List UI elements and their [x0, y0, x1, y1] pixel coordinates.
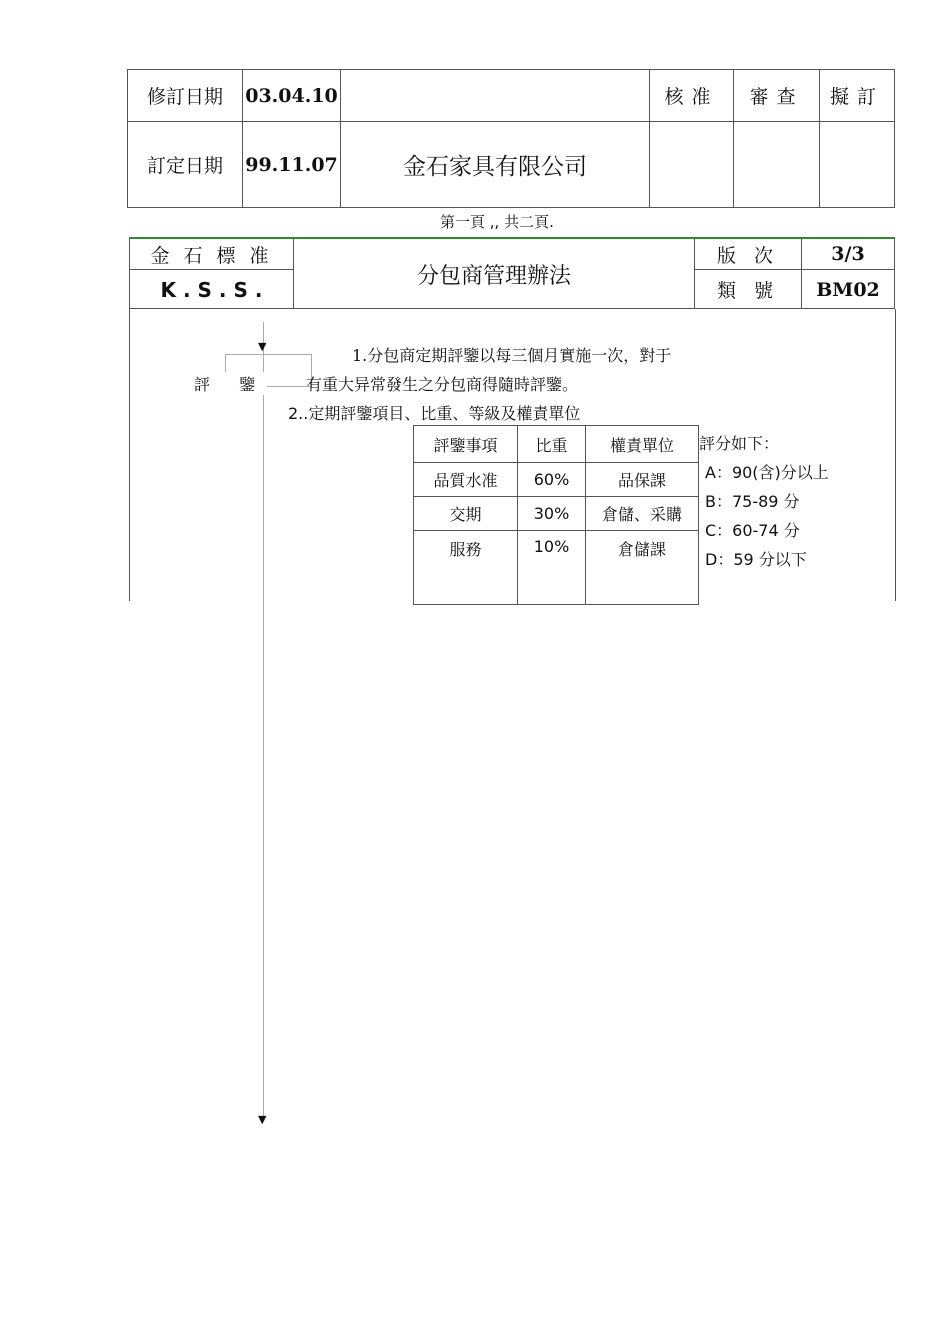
- blank-cell: [341, 70, 650, 122]
- item-1-line-1: 1.分包商定期評鑒以每三個月實施一次，對于: [352, 346, 672, 365]
- revision-date-label: 修訂日期: [128, 70, 243, 122]
- grade-c: C：60-74 分: [705, 521, 800, 540]
- company-name: 金石家具有限公司: [341, 122, 650, 208]
- table-cell: 倉儲、采購: [586, 497, 699, 531]
- evaluation-step-label: 評 鑒: [194, 372, 267, 395]
- table-cell: 10%: [518, 531, 586, 605]
- grade-b: B：75-89 分: [705, 492, 800, 511]
- approve-signature-cell: [650, 122, 734, 208]
- version-label: 版 次: [716, 244, 780, 267]
- draft-label: 擬訂: [820, 70, 895, 122]
- page-info: 第一頁 ,, 共二頁.: [440, 213, 554, 231]
- established-date-label: 訂定日期: [128, 122, 243, 208]
- table-cell: 品保課: [586, 463, 699, 497]
- document-title: 分包商管理辦法: [416, 263, 571, 289]
- version-value: 3/3: [831, 243, 865, 265]
- down-arrow-icon: ▼: [258, 1113, 267, 1126]
- revision-date-value: 03.04.10: [243, 70, 341, 122]
- table-cell: 30%: [518, 497, 586, 531]
- table-cell: 服務: [414, 531, 518, 605]
- table-cell: 品質水准: [414, 463, 518, 497]
- standard-name: 金 石 標 准: [150, 244, 273, 267]
- item-2-heading: 2..定期評鑒項目、比重、等級及權責單位: [288, 404, 581, 423]
- column-header: 比重: [518, 426, 586, 463]
- grade-d: D：59 分以下: [705, 550, 807, 569]
- grade-a: A：90(含)分以上: [705, 463, 829, 482]
- down-arrow-icon: ▼: [258, 340, 267, 353]
- approval-table: [127, 69, 895, 208]
- table-cell: 交期: [414, 497, 518, 531]
- flow-line: [263, 322, 264, 1117]
- table-row: [414, 531, 699, 605]
- table-cell: 60%: [518, 463, 586, 497]
- table-row: [414, 497, 699, 531]
- draft-signature-cell: [820, 122, 895, 208]
- code-label: 類 號: [716, 280, 780, 302]
- item-1-line-2: 有重大异常發生之分包商得隨時評鑒。: [306, 375, 579, 394]
- established-date-value: 99.11.07: [243, 122, 341, 208]
- approve-label: 核准: [650, 70, 734, 122]
- standard-abbr: K . S . S .: [160, 277, 263, 302]
- column-header: 評鑒事項: [414, 426, 518, 463]
- grading-title: 評分如下：: [699, 434, 780, 453]
- review-label: 審查: [734, 70, 820, 122]
- review-signature-cell: [734, 122, 820, 208]
- column-header: 權責單位: [586, 426, 699, 463]
- standard-header: [129, 237, 895, 309]
- code-value: BM02: [816, 278, 880, 301]
- table-row: [414, 463, 699, 497]
- table-cell: 倉儲課: [586, 531, 699, 605]
- evaluation-table: [413, 425, 699, 605]
